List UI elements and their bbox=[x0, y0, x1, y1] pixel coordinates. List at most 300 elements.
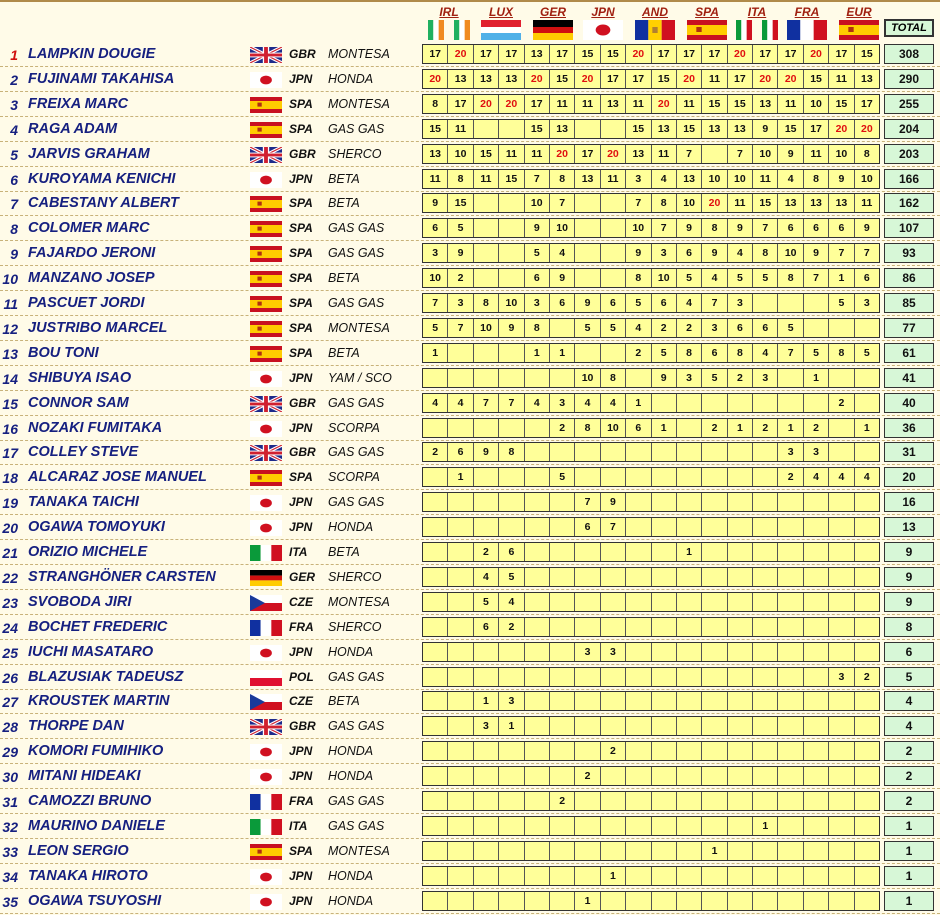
score-cell bbox=[855, 369, 879, 387]
score-cell bbox=[474, 742, 499, 760]
score-cell bbox=[550, 493, 575, 511]
score-cell: 6 bbox=[575, 518, 600, 536]
position: 7 bbox=[10, 196, 18, 213]
score-cell: 15 bbox=[728, 95, 753, 113]
total-cell: 86 bbox=[884, 268, 934, 288]
bike-brand: GAS GAS bbox=[328, 246, 385, 261]
table-row bbox=[0, 241, 940, 266]
score-cell: 1 bbox=[829, 269, 854, 287]
score-cells bbox=[422, 492, 880, 512]
score-cell bbox=[423, 717, 448, 735]
score-cell: 15 bbox=[855, 45, 879, 63]
score-cells bbox=[422, 841, 880, 861]
score-cell bbox=[474, 842, 499, 860]
rider-name: KROUSTEK MARTIN bbox=[28, 693, 170, 710]
score-cell: 1 bbox=[601, 867, 626, 885]
nationality: JPN bbox=[289, 420, 313, 435]
score-cell bbox=[423, 493, 448, 511]
score-cell: 5 bbox=[829, 294, 854, 312]
uk-flag-icon bbox=[250, 445, 282, 461]
score-cell: 11 bbox=[626, 95, 651, 113]
table-row bbox=[0, 839, 940, 864]
score-cell bbox=[702, 742, 727, 760]
total-cell: 41 bbox=[884, 368, 934, 388]
score-cell bbox=[626, 867, 651, 885]
score-cell bbox=[829, 817, 854, 835]
score-cell bbox=[677, 717, 702, 735]
ireland-flag-icon bbox=[428, 20, 470, 40]
score-cell bbox=[448, 419, 473, 437]
score-cell bbox=[601, 219, 626, 237]
score-cell bbox=[652, 568, 677, 586]
nationality: GBR bbox=[289, 445, 316, 460]
score-cell: 5 bbox=[575, 319, 600, 337]
score-cell bbox=[804, 742, 829, 760]
score-cell: 7 bbox=[499, 394, 524, 412]
bike-brand: HONDA bbox=[328, 868, 374, 883]
score-cell: 10 bbox=[550, 219, 575, 237]
score-cell: 20 bbox=[626, 45, 651, 63]
score-cell: 3 bbox=[855, 294, 879, 312]
score-cell: 13 bbox=[702, 120, 727, 138]
score-cell bbox=[601, 692, 626, 710]
score-cell bbox=[652, 817, 677, 835]
bike-brand: BETA bbox=[328, 694, 360, 709]
score-cell: 1 bbox=[550, 344, 575, 362]
score-cells bbox=[422, 144, 880, 164]
rider-name: IUCHI MASATARO bbox=[28, 643, 154, 660]
score-cell bbox=[550, 668, 575, 686]
score-cell bbox=[804, 668, 829, 686]
score-cell bbox=[626, 493, 651, 511]
score-cell: 17 bbox=[829, 45, 854, 63]
event-label[interactable]: JPN bbox=[591, 5, 615, 19]
score-cell bbox=[601, 194, 626, 212]
total-cell: 16 bbox=[884, 492, 934, 512]
score-cell: 2 bbox=[474, 543, 499, 561]
event-label[interactable]: ITA bbox=[747, 5, 767, 19]
score-cell: 9 bbox=[652, 369, 677, 387]
score-cell bbox=[423, 767, 448, 785]
score-cell: 8 bbox=[804, 170, 829, 188]
event-label[interactable]: EUR bbox=[846, 5, 872, 19]
score-cell bbox=[550, 618, 575, 636]
score-cell: 17 bbox=[499, 45, 524, 63]
nationality: JPN bbox=[289, 171, 313, 186]
event-header bbox=[0, 0, 940, 42]
score-cell: 13 bbox=[550, 120, 575, 138]
score-cell: 9 bbox=[550, 269, 575, 287]
rider-name: COLOMER MARC bbox=[28, 220, 150, 237]
score-cell bbox=[829, 593, 854, 611]
score-cell: 6 bbox=[804, 219, 829, 237]
score-cell: 7 bbox=[702, 294, 727, 312]
nationality: GBR bbox=[289, 719, 316, 734]
score-cell bbox=[448, 792, 473, 810]
score-cell bbox=[525, 493, 550, 511]
score-cell bbox=[499, 344, 524, 362]
score-cell: 5 bbox=[753, 269, 778, 287]
score-cell bbox=[499, 842, 524, 860]
score-cell bbox=[499, 468, 524, 486]
rider-name: BLAZUSIAK TADEUSZ bbox=[28, 668, 184, 685]
score-cell bbox=[550, 643, 575, 661]
score-cell bbox=[804, 543, 829, 561]
spain-flag-icon bbox=[687, 20, 727, 40]
score-cell bbox=[677, 817, 702, 835]
score-cell bbox=[652, 892, 677, 910]
score-cell bbox=[728, 792, 753, 810]
score-cell: 7 bbox=[423, 294, 448, 312]
score-cell: 11 bbox=[499, 145, 524, 163]
score-cell bbox=[677, 419, 702, 437]
score-cells bbox=[422, 442, 880, 462]
total-cell: 77 bbox=[884, 318, 934, 338]
event-label[interactable]: GER bbox=[539, 5, 566, 19]
bike-brand: MONTESA bbox=[328, 320, 390, 335]
total-cell: 255 bbox=[884, 94, 934, 114]
score-cell: 7 bbox=[778, 344, 803, 362]
score-cell: 3 bbox=[525, 294, 550, 312]
score-cell bbox=[855, 443, 879, 461]
score-cell: 6 bbox=[499, 543, 524, 561]
score-cell bbox=[550, 717, 575, 735]
nationality: JPN bbox=[289, 520, 313, 535]
bike-brand: BETA bbox=[328, 545, 360, 559]
score-cell: 1 bbox=[499, 717, 524, 735]
score-cell bbox=[677, 767, 702, 785]
score-cell: 10 bbox=[474, 319, 499, 337]
score-cell bbox=[525, 842, 550, 860]
score-cell bbox=[448, 518, 473, 536]
score-cell bbox=[474, 419, 499, 437]
score-cell bbox=[550, 892, 575, 910]
position: 29 bbox=[2, 744, 18, 761]
event-label[interactable]: FRA bbox=[794, 5, 820, 19]
score-cell bbox=[753, 792, 778, 810]
total-cell: 8 bbox=[884, 617, 934, 637]
score-cell: 17 bbox=[855, 95, 879, 113]
event-ger bbox=[528, 3, 578, 41]
event-label[interactable]: LUX bbox=[489, 5, 513, 19]
position: 30 bbox=[2, 769, 18, 786]
france-flag-icon bbox=[250, 620, 282, 636]
uk-flag-icon bbox=[250, 47, 282, 63]
score-cells bbox=[422, 44, 880, 64]
score-cell: 1 bbox=[728, 419, 753, 437]
score-cell bbox=[778, 593, 803, 611]
event-label[interactable]: AND bbox=[642, 5, 668, 19]
total-cell: 308 bbox=[884, 44, 934, 64]
czech-flag-icon bbox=[250, 595, 282, 611]
score-cell bbox=[474, 219, 499, 237]
score-cell bbox=[829, 618, 854, 636]
score-cell bbox=[575, 344, 600, 362]
spain-flag-icon bbox=[250, 470, 282, 486]
score-cell bbox=[601, 618, 626, 636]
spain-flag-icon bbox=[250, 122, 282, 138]
score-cell bbox=[804, 892, 829, 910]
score-cell: 4 bbox=[626, 319, 651, 337]
score-cell: 3 bbox=[702, 319, 727, 337]
nationality: CZE bbox=[289, 594, 313, 609]
score-cell bbox=[626, 568, 651, 586]
nationality: SPA bbox=[289, 296, 313, 310]
score-cell: 11 bbox=[550, 95, 575, 113]
score-cell bbox=[855, 518, 879, 536]
nationality: SPA bbox=[289, 843, 313, 858]
score-cell: 20 bbox=[652, 95, 677, 113]
score-cell: 15 bbox=[753, 194, 778, 212]
score-cell: 2 bbox=[550, 792, 575, 810]
nationality: SPA bbox=[289, 320, 313, 335]
score-cells bbox=[422, 119, 880, 139]
score-cell: 13 bbox=[575, 170, 600, 188]
score-cell: 6 bbox=[550, 294, 575, 312]
nationality: SPA bbox=[289, 221, 313, 236]
rider-name: TANAKA TAICHI bbox=[28, 494, 139, 511]
score-cell: 15 bbox=[575, 45, 600, 63]
score-cell bbox=[677, 518, 702, 536]
rider-name: OGAWA TOMOYUKI bbox=[28, 519, 165, 536]
score-cells bbox=[422, 567, 880, 587]
score-cell bbox=[626, 369, 651, 387]
position: 31 bbox=[2, 794, 18, 810]
score-cell: 13 bbox=[652, 120, 677, 138]
score-cell bbox=[474, 369, 499, 387]
bike-brand: GAS GAS bbox=[328, 296, 385, 310]
score-cells bbox=[422, 766, 880, 786]
score-cell bbox=[677, 892, 702, 910]
score-cell: 4 bbox=[702, 269, 727, 287]
position: 2 bbox=[10, 71, 18, 88]
bike-brand: GAS GAS bbox=[328, 495, 385, 510]
score-cell bbox=[601, 593, 626, 611]
score-cell: 3 bbox=[423, 244, 448, 262]
score-cell: 8 bbox=[855, 145, 879, 163]
score-cell: 17 bbox=[525, 95, 550, 113]
bike-brand: SCORPA bbox=[328, 470, 380, 485]
event-label[interactable]: SPA bbox=[695, 5, 719, 19]
score-cell bbox=[753, 867, 778, 885]
score-cell bbox=[677, 618, 702, 636]
position: 35 bbox=[2, 893, 18, 910]
score-cell: 4 bbox=[601, 394, 626, 412]
score-cell bbox=[778, 568, 803, 586]
score-cell: 7 bbox=[448, 319, 473, 337]
score-cell bbox=[550, 543, 575, 561]
score-cell bbox=[652, 593, 677, 611]
score-cell bbox=[753, 518, 778, 536]
score-cell: 11 bbox=[855, 194, 879, 212]
score-cell bbox=[829, 568, 854, 586]
table-row bbox=[0, 789, 940, 814]
table-row bbox=[0, 590, 940, 615]
rider-name: JUSTRIBO MARCEL bbox=[28, 319, 168, 336]
nationality: JPN bbox=[289, 893, 313, 908]
row-divider bbox=[0, 913, 940, 914]
score-cell bbox=[778, 668, 803, 686]
total-cell: 2 bbox=[884, 766, 934, 786]
score-cell: 3 bbox=[474, 717, 499, 735]
score-cell bbox=[499, 892, 524, 910]
spain-flag-icon bbox=[839, 20, 879, 40]
poland-flag-icon bbox=[250, 670, 282, 686]
bike-brand: GAS GAS bbox=[328, 794, 385, 808]
total-cell: 203 bbox=[884, 144, 934, 164]
score-cell: 4 bbox=[753, 344, 778, 362]
score-cell bbox=[855, 717, 879, 735]
score-cells bbox=[422, 891, 880, 911]
score-cells bbox=[422, 741, 880, 761]
score-cell bbox=[855, 568, 879, 586]
score-cell bbox=[728, 543, 753, 561]
score-cell bbox=[626, 767, 651, 785]
score-cell: 20 bbox=[601, 145, 626, 163]
table-row bbox=[0, 565, 940, 590]
score-cell bbox=[855, 742, 879, 760]
table-row bbox=[0, 540, 940, 565]
bike-brand: GAS GAS bbox=[328, 395, 385, 410]
score-cell: 13 bbox=[778, 194, 803, 212]
score-cell bbox=[423, 792, 448, 810]
score-cell: 7 bbox=[601, 518, 626, 536]
score-cell: 9 bbox=[829, 170, 854, 188]
uk-flag-icon bbox=[250, 396, 282, 412]
score-cell: 10 bbox=[677, 194, 702, 212]
score-cell: 5 bbox=[474, 593, 499, 611]
position: 9 bbox=[10, 246, 18, 263]
position: 21 bbox=[2, 545, 18, 561]
rider-name: LEON SERGIO bbox=[28, 842, 129, 859]
score-cell: 15 bbox=[702, 95, 727, 113]
total-cell: 1 bbox=[884, 891, 934, 911]
score-cell bbox=[601, 717, 626, 735]
nationality: SPA bbox=[289, 196, 313, 211]
score-cell: 10 bbox=[499, 294, 524, 312]
score-cell bbox=[702, 394, 727, 412]
score-cell bbox=[499, 742, 524, 760]
score-cell bbox=[702, 493, 727, 511]
score-cell: 11 bbox=[423, 170, 448, 188]
japan-flag-icon bbox=[250, 172, 282, 188]
score-cell bbox=[753, 493, 778, 511]
total-cell: 4 bbox=[884, 716, 934, 736]
event-jpn bbox=[578, 3, 628, 41]
rider-name: KUROYAMA KENICHI bbox=[28, 170, 176, 187]
score-cell bbox=[499, 194, 524, 212]
score-cell: 1 bbox=[677, 543, 702, 561]
score-cell bbox=[778, 792, 803, 810]
score-cell bbox=[601, 767, 626, 785]
score-cell bbox=[525, 892, 550, 910]
score-cell: 3 bbox=[829, 668, 854, 686]
score-cells bbox=[422, 268, 880, 288]
rider-name: LAMPKIN DOUGIE bbox=[28, 46, 156, 62]
total-cell: 36 bbox=[884, 418, 934, 438]
score-cell bbox=[423, 369, 448, 387]
event-eur bbox=[834, 3, 884, 41]
score-cell bbox=[855, 493, 879, 511]
score-cell bbox=[423, 692, 448, 710]
score-cell bbox=[829, 443, 854, 461]
score-cell: 15 bbox=[448, 194, 473, 212]
total-cell: 290 bbox=[884, 69, 934, 89]
nationality: CZE bbox=[289, 694, 313, 709]
score-cell bbox=[499, 643, 524, 661]
rider-name: JARVIS GRAHAM bbox=[28, 145, 150, 162]
score-cell: 2 bbox=[550, 419, 575, 437]
event-label[interactable]: IRL bbox=[439, 5, 459, 19]
score-cell bbox=[626, 792, 651, 810]
rider-name: RAGA ADAM bbox=[28, 120, 118, 137]
score-cell: 10 bbox=[778, 244, 803, 262]
rider-name: COLLEY STEVE bbox=[28, 444, 139, 461]
score-cell: 2 bbox=[499, 618, 524, 636]
position: 22 bbox=[2, 569, 18, 586]
bike-brand: HONDA bbox=[328, 893, 374, 908]
nationality: JPN bbox=[289, 744, 313, 759]
score-cell bbox=[728, 668, 753, 686]
score-cell: 9 bbox=[499, 319, 524, 337]
score-cell bbox=[499, 867, 524, 885]
score-cell bbox=[702, 568, 727, 586]
score-cell bbox=[855, 618, 879, 636]
total-cell: 61 bbox=[884, 343, 934, 363]
score-cell: 4 bbox=[423, 394, 448, 412]
score-cell: 2 bbox=[855, 668, 879, 686]
position: 28 bbox=[2, 719, 18, 736]
rider-name: SHIBUYA ISAO bbox=[28, 369, 132, 386]
score-cell: 20 bbox=[677, 70, 702, 88]
score-cell: 17 bbox=[677, 45, 702, 63]
score-cell bbox=[728, 468, 753, 486]
score-cell: 17 bbox=[474, 45, 499, 63]
score-cell: 8 bbox=[448, 170, 473, 188]
total-cell: 9 bbox=[884, 542, 934, 562]
score-cell: 20 bbox=[753, 70, 778, 88]
table-row bbox=[0, 291, 940, 316]
table-row bbox=[0, 316, 940, 341]
score-cells bbox=[422, 94, 880, 114]
score-cell bbox=[575, 244, 600, 262]
nationality: SPA bbox=[289, 96, 313, 111]
score-cell bbox=[702, 668, 727, 686]
score-cell: 13 bbox=[499, 70, 524, 88]
score-cell: 4 bbox=[677, 294, 702, 312]
score-cells bbox=[422, 816, 880, 836]
score-cell: 11 bbox=[753, 170, 778, 188]
score-cell: 1 bbox=[778, 419, 803, 437]
score-cell bbox=[829, 419, 854, 437]
score-cell: 9 bbox=[423, 194, 448, 212]
position: 4 bbox=[10, 121, 18, 138]
position: 33 bbox=[2, 843, 18, 860]
score-cells bbox=[422, 517, 880, 537]
position: 1 bbox=[10, 47, 18, 63]
score-cell bbox=[499, 419, 524, 437]
score-cell: 2 bbox=[702, 419, 727, 437]
score-cell: 9 bbox=[448, 244, 473, 262]
table-row bbox=[0, 92, 940, 117]
table-row bbox=[0, 739, 940, 764]
nationality: JPN bbox=[289, 370, 313, 385]
score-cell: 10 bbox=[626, 219, 651, 237]
score-cell: 5 bbox=[499, 568, 524, 586]
rider-name: OGAWA TSUYOSHI bbox=[28, 892, 162, 909]
score-cell bbox=[448, 692, 473, 710]
score-cell: 9 bbox=[855, 219, 879, 237]
